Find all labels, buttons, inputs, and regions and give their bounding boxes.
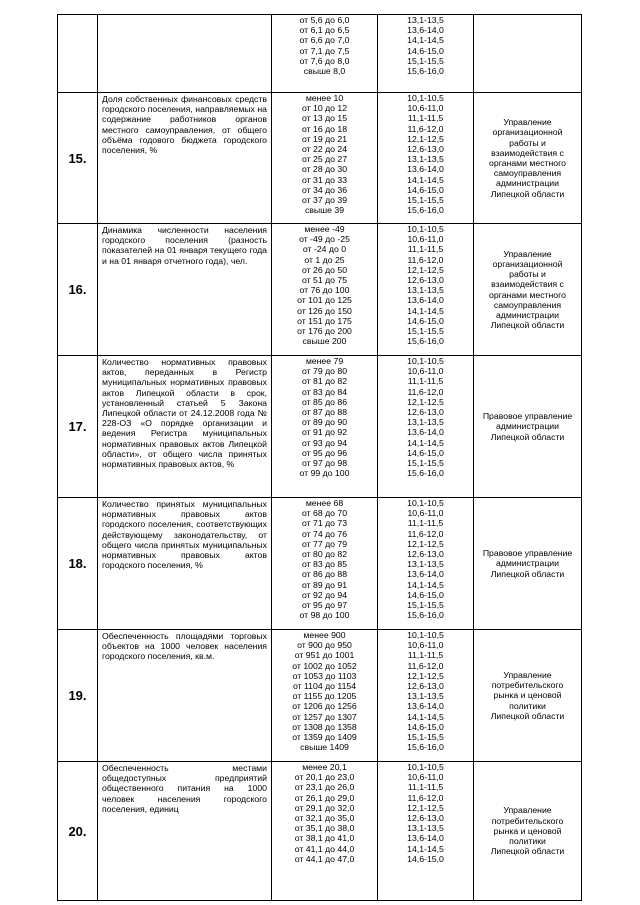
value-range: от 1359 до 1409 — [292, 731, 357, 742]
responsible-line: органами местного — [489, 289, 566, 300]
value-range: от 79 до 80 — [301, 366, 348, 377]
score-range: 14,1-14,5 — [407, 711, 444, 722]
score-range: 11,6-12,0 — [407, 660, 444, 671]
value-range: от -49 до -25 — [299, 234, 350, 245]
value-range: от 7,1 до 7,5 — [299, 45, 350, 56]
score-range: 11,1-11,5 — [407, 518, 444, 529]
score-range: 11,6-12,0 — [407, 792, 444, 803]
value-range: от 101 до 125 — [297, 295, 352, 306]
value-range: от 176 до 200 — [297, 325, 352, 336]
value-range: от -24 до 0 — [302, 244, 347, 255]
table-row — [58, 224, 582, 356]
score-range: 10,1-10,5 — [407, 762, 444, 772]
score-range: 15,6-16,0 — [407, 65, 444, 76]
indicator-cell: Доля собственных финансовых средств городского поселения, направляемых на содержание работников органов местного самоуправления, от общего объёма годового бюджета городского поселения, % — [98, 93, 272, 224]
score-range: 15,6-16,0 — [407, 742, 444, 753]
score-range: 12,1-12,5 — [407, 396, 444, 407]
score-range: 14,1-14,5 — [407, 437, 444, 448]
value-range: от 1308 до 1358 — [292, 721, 357, 732]
value-range: от 85 до 86 — [301, 396, 348, 407]
value-range: от 5,6 до 6,0 — [299, 15, 350, 25]
responsible-line: потребительского — [491, 680, 564, 691]
score-range: 13,1-13,5 — [407, 559, 444, 570]
value-range: от 76 до 100 — [299, 285, 350, 296]
score-range: 12,6-13,0 — [407, 143, 444, 154]
value-range: от 26,1 до 29,0 — [294, 792, 355, 803]
value-range: от 35,1 до 38,0 — [294, 823, 355, 834]
responsible-line: Правовое управление — [482, 548, 573, 559]
score-range: 14,6-15,0 — [407, 184, 444, 195]
scores-cell — [378, 356, 474, 498]
scores-cell — [378, 93, 474, 224]
responsible-body-cell — [474, 762, 582, 901]
scores-cell — [378, 498, 474, 630]
value-range: от 80 до 82 — [301, 548, 348, 559]
score-range: 15,1-15,5 — [407, 457, 444, 468]
score-range: 10,1-10,5 — [407, 356, 444, 366]
value-range: от 95 до 97 — [301, 599, 348, 610]
responsible-line: Липецкой области — [490, 568, 565, 579]
value-range: от 51 до 75 — [301, 274, 348, 285]
value-range: от 1053 до 1103 — [292, 670, 357, 681]
score-range: 13,1-13,5 — [407, 15, 444, 25]
value-ranges-cell — [272, 498, 378, 630]
score-range: 14,1-14,5 — [407, 305, 444, 316]
responsible-line: Управление — [503, 669, 552, 680]
value-ranges-cell — [272, 630, 378, 762]
score-range: 10,6-11,0 — [407, 103, 444, 114]
value-ranges-cell — [272, 15, 378, 93]
score-range: 15,1-15,5 — [407, 731, 444, 742]
responsible-line: организационной — [492, 127, 563, 138]
score-range: 13,6-14,0 — [407, 427, 444, 438]
value-range: от 34 до 36 — [301, 184, 348, 195]
table-row — [58, 15, 582, 93]
score-range: 13,6-14,0 — [407, 164, 444, 175]
row-number: 15. — [58, 93, 98, 224]
value-range: от 97 до 98 — [301, 457, 348, 468]
score-range: 14,6-15,0 — [407, 315, 444, 326]
score-range: 11,1-11,5 — [407, 782, 444, 793]
value-range: от 6,6 до 7,0 — [299, 35, 350, 46]
value-range: от 77 до 79 — [301, 538, 348, 549]
responsible-line: администрации — [495, 178, 560, 189]
score-range: 12,6-13,0 — [407, 274, 444, 285]
value-range: от 13 до 15 — [301, 113, 348, 124]
score-range: 11,1-11,5 — [407, 244, 444, 255]
value-range: от 16 до 18 — [301, 123, 348, 134]
responsible-line: потребительского — [491, 815, 564, 826]
responsible-line: Липецкой области — [490, 846, 565, 857]
score-range: 13,6-14,0 — [407, 295, 444, 306]
value-ranges-cell — [272, 356, 378, 498]
value-range: от 83 до 84 — [301, 386, 348, 397]
score-range: 13,1-13,5 — [407, 154, 444, 165]
score-range: 14,6-15,0 — [407, 447, 444, 458]
score-range: 11,1-11,5 — [407, 650, 444, 661]
responsible-body-cell — [474, 356, 582, 498]
score-range: 12,6-13,0 — [407, 548, 444, 559]
value-range: от 68 до 70 — [301, 508, 348, 519]
responsible-line: работы и — [509, 137, 546, 148]
value-range: от 1155 до 1205 — [292, 691, 357, 702]
score-range: 14,6-15,0 — [407, 721, 444, 732]
value-range: свыше 200 — [302, 336, 347, 347]
responsible-body-cell — [474, 93, 582, 224]
value-ranges-cell — [272, 224, 378, 356]
score-range: 13,1-13,5 — [407, 823, 444, 834]
score-range: 10,1-10,5 — [407, 498, 444, 508]
value-range: менее 10 — [305, 93, 344, 103]
value-range: от 37 до 39 — [301, 194, 348, 205]
responsible-line: самоуправления — [493, 168, 562, 179]
row-number: 19. — [58, 630, 98, 762]
value-range: от 23,1 до 26,0 — [294, 782, 355, 793]
value-range: от 98 до 100 — [299, 610, 350, 621]
score-range: 15,6-16,0 — [407, 610, 444, 621]
responsible-line: администрации — [495, 421, 560, 432]
value-ranges-cell — [272, 93, 378, 224]
score-range: 14,6-15,0 — [407, 589, 444, 600]
value-range: менее -49 — [304, 224, 345, 234]
responsible-line: органами местного — [489, 158, 566, 168]
score-range: 11,6-12,0 — [407, 528, 444, 539]
value-range: менее 20,1 — [302, 762, 347, 772]
responsible-line: рынка и ценовой — [493, 690, 562, 701]
value-range: от 19 до 21 — [301, 133, 348, 144]
score-range: 14,1-14,5 — [407, 579, 444, 590]
value-range: от 87 до 88 — [301, 406, 348, 417]
score-range: 12,1-12,5 — [407, 538, 444, 549]
indicator-cell — [98, 15, 272, 93]
value-range: от 26 до 50 — [301, 264, 348, 275]
responsible-line: Управление — [503, 248, 552, 259]
indicator-cell: Количество нормативных правовых актов, переданных в Регистр муниципальных нормативных правовых актов Липецкой области в срок, установленный статьей 5 Закона Липецкой области от 24.12.2008 года № 228-ОЗ «О порядке организации и ведения Регистра муниципальных нормативных правовых актов Липецкой области», от общего числа принятых нормативных правовых актов, % — [98, 356, 272, 498]
responsible-body-cell — [474, 15, 582, 93]
responsible-body-cell — [474, 498, 582, 630]
responsible-line: Управление — [503, 117, 552, 128]
value-range: свыше 8,0 — [303, 65, 346, 76]
responsible-line: Управление — [503, 805, 552, 816]
responsible-line: Правовое управление — [482, 411, 573, 422]
value-range: от 32,1 до 35,0 — [294, 812, 355, 823]
indicator-cell: Динамика численности населения городского поселения (разность показателей на 01 января текущего года и на 01 января отчетного года), чел. — [98, 224, 272, 356]
value-range: от 44,1 до 47,0 — [294, 853, 355, 864]
scores-cell — [378, 224, 474, 356]
value-range: от 1002 до 1052 — [292, 660, 357, 671]
value-range: от 83 до 85 — [301, 559, 348, 570]
value-range: от 29,1 до 32,0 — [294, 802, 355, 813]
value-range: свыше 39 — [304, 205, 345, 216]
value-range: от 25 до 27 — [301, 154, 348, 165]
scores-cell — [378, 762, 474, 901]
value-range: от 7,6 до 8,0 — [299, 55, 350, 66]
value-range: от 91 до 92 — [301, 427, 348, 438]
value-range: от 81 до 82 — [301, 376, 348, 387]
row-number: 20. — [58, 762, 98, 901]
criteria-table — [57, 14, 582, 901]
responsible-line: взаимодействия с — [491, 279, 564, 290]
indicator-cell: Обеспеченность местами общедоступных предприятий общественного питания на 1000 человек населения городского поселения, единиц — [98, 762, 272, 901]
value-range: от 151 до 175 — [297, 315, 352, 326]
value-range: от 71 до 73 — [301, 518, 348, 529]
score-range: 10,1-10,5 — [407, 224, 444, 234]
score-range: 14,1-14,5 — [407, 174, 444, 185]
score-range: 10,6-11,0 — [407, 234, 444, 245]
score-range: 10,1-10,5 — [407, 93, 444, 103]
indicator-cell: Обеспеченность площадями торговых объектов на 1000 человек населения городского поселения, кв.м. — [98, 630, 272, 762]
responsible-line: Липецкой области — [490, 188, 565, 199]
score-range: 11,1-11,5 — [407, 113, 444, 124]
score-range: 13,6-14,0 — [407, 25, 444, 36]
table-row — [58, 93, 582, 224]
score-range: 15,6-16,0 — [407, 336, 444, 347]
value-range: от 92 до 94 — [301, 589, 348, 600]
value-range: от 1257 до 1307 — [292, 711, 357, 722]
row-number: 18. — [58, 498, 98, 630]
score-range: 14,6-15,0 — [407, 45, 444, 56]
responsible-line: администрации — [495, 558, 560, 569]
row-number: 17. — [58, 356, 98, 498]
score-range: 11,6-12,0 — [407, 386, 444, 397]
score-range: 10,6-11,0 — [407, 772, 444, 783]
value-range: от 900 до 950 — [297, 640, 352, 651]
score-range: 12,1-12,5 — [407, 264, 444, 275]
score-range: 12,1-12,5 — [407, 670, 444, 681]
score-range: 13,6-14,0 — [407, 833, 444, 844]
responsible-line: Липецкой области — [490, 431, 565, 442]
value-range: от 1 до 25 — [304, 254, 345, 265]
responsible-line: организационной — [492, 258, 563, 269]
score-range: 10,6-11,0 — [407, 508, 444, 519]
value-range: от 1206 до 1256 — [292, 701, 357, 712]
table-row — [58, 356, 582, 498]
value-range: менее 900 — [303, 630, 346, 640]
score-range: 13,1-13,5 — [407, 417, 444, 428]
table-row — [58, 630, 582, 762]
responsible-body-cell — [474, 630, 582, 762]
value-range: менее 68 — [305, 498, 344, 508]
score-range: 12,1-12,5 — [407, 133, 444, 144]
score-range: 11,6-12,0 — [407, 123, 444, 134]
value-range: от 38,1 до 41,0 — [294, 833, 355, 844]
score-range: 12,6-13,0 — [407, 406, 444, 417]
responsible-line: работы и — [509, 269, 546, 280]
value-range: менее 79 — [305, 356, 344, 366]
value-range: от 1104 до 1154 — [292, 680, 357, 691]
value-range: от 6,1 до 6,5 — [299, 25, 350, 36]
indicator-cell: Количество принятых муниципальных нормативных правовых актов городского поселения, соответствующих действующему законодательству, от общего числа принятых муниципальных нормативных правовых актов городского поселения, % — [98, 498, 272, 630]
value-range: от 95 до 96 — [301, 447, 348, 458]
score-range: 13,1-13,5 — [407, 691, 444, 702]
value-range: от 86 до 88 — [301, 569, 348, 580]
value-range: от 99 до 100 — [299, 468, 350, 479]
score-range: 13,6-14,0 — [407, 569, 444, 580]
responsible-line: политики — [509, 836, 546, 847]
score-range: 10,6-11,0 — [407, 640, 444, 651]
criteria-table-body — [58, 15, 582, 901]
value-range: от 93 до 94 — [301, 437, 348, 448]
value-range: от 951 до 1001 — [294, 650, 355, 661]
score-range: 10,6-11,0 — [407, 366, 444, 377]
score-range: 15,1-15,5 — [407, 55, 444, 66]
score-range: 12,6-13,0 — [407, 680, 444, 691]
value-range: от 41,1 до 44,0 — [294, 843, 355, 854]
score-range: 13,1-13,5 — [407, 285, 444, 296]
responsible-line: рынка и ценовой — [493, 825, 562, 836]
score-range: 10,1-10,5 — [407, 630, 444, 640]
responsible-line: администрации — [495, 309, 560, 320]
table-row — [58, 498, 582, 630]
responsible-line: Липецкой области — [490, 320, 565, 331]
row-number — [58, 15, 98, 93]
score-range: 14,1-14,5 — [407, 35, 444, 46]
value-ranges-cell — [272, 762, 378, 901]
responsible-line: взаимодействия с — [491, 147, 564, 158]
score-range: 11,6-12,0 — [407, 254, 444, 265]
responsible-line: самоуправления — [493, 299, 562, 310]
score-range: 15,6-16,0 — [407, 468, 444, 479]
score-range: 12,6-13,0 — [407, 812, 444, 823]
score-range: 15,6-16,0 — [407, 205, 444, 216]
value-range: от 22 до 24 — [301, 143, 348, 154]
score-range: 12,1-12,5 — [407, 802, 444, 813]
value-range: от 10 до 12 — [301, 103, 348, 114]
table-row — [58, 762, 582, 901]
scores-cell — [378, 630, 474, 762]
responsible-line: Липецкой области — [490, 710, 565, 721]
score-range: 15,1-15,5 — [407, 194, 444, 205]
value-range: свыше 1409 — [300, 742, 349, 753]
value-range: от 89 до 90 — [301, 417, 348, 428]
score-range: 14,6-15,0 — [407, 853, 444, 864]
value-range: от 89 до 91 — [301, 579, 348, 590]
score-range: 13,6-14,0 — [407, 701, 444, 712]
scores-cell — [378, 15, 474, 93]
value-range: от 126 до 150 — [297, 305, 352, 316]
responsible-body-cell — [474, 224, 582, 356]
score-range: 14,1-14,5 — [407, 843, 444, 854]
score-range: 15,1-15,5 — [407, 325, 444, 336]
value-range: от 28 до 30 — [301, 164, 348, 175]
score-range: 11,1-11,5 — [407, 376, 444, 387]
score-range: 15,1-15,5 — [407, 599, 444, 610]
value-range: от 31 до 33 — [301, 174, 348, 185]
row-number: 16. — [58, 224, 98, 356]
value-range: от 74 до 76 — [301, 528, 348, 539]
responsible-line: политики — [509, 700, 546, 711]
value-range: от 20,1 до 23,0 — [294, 772, 355, 783]
